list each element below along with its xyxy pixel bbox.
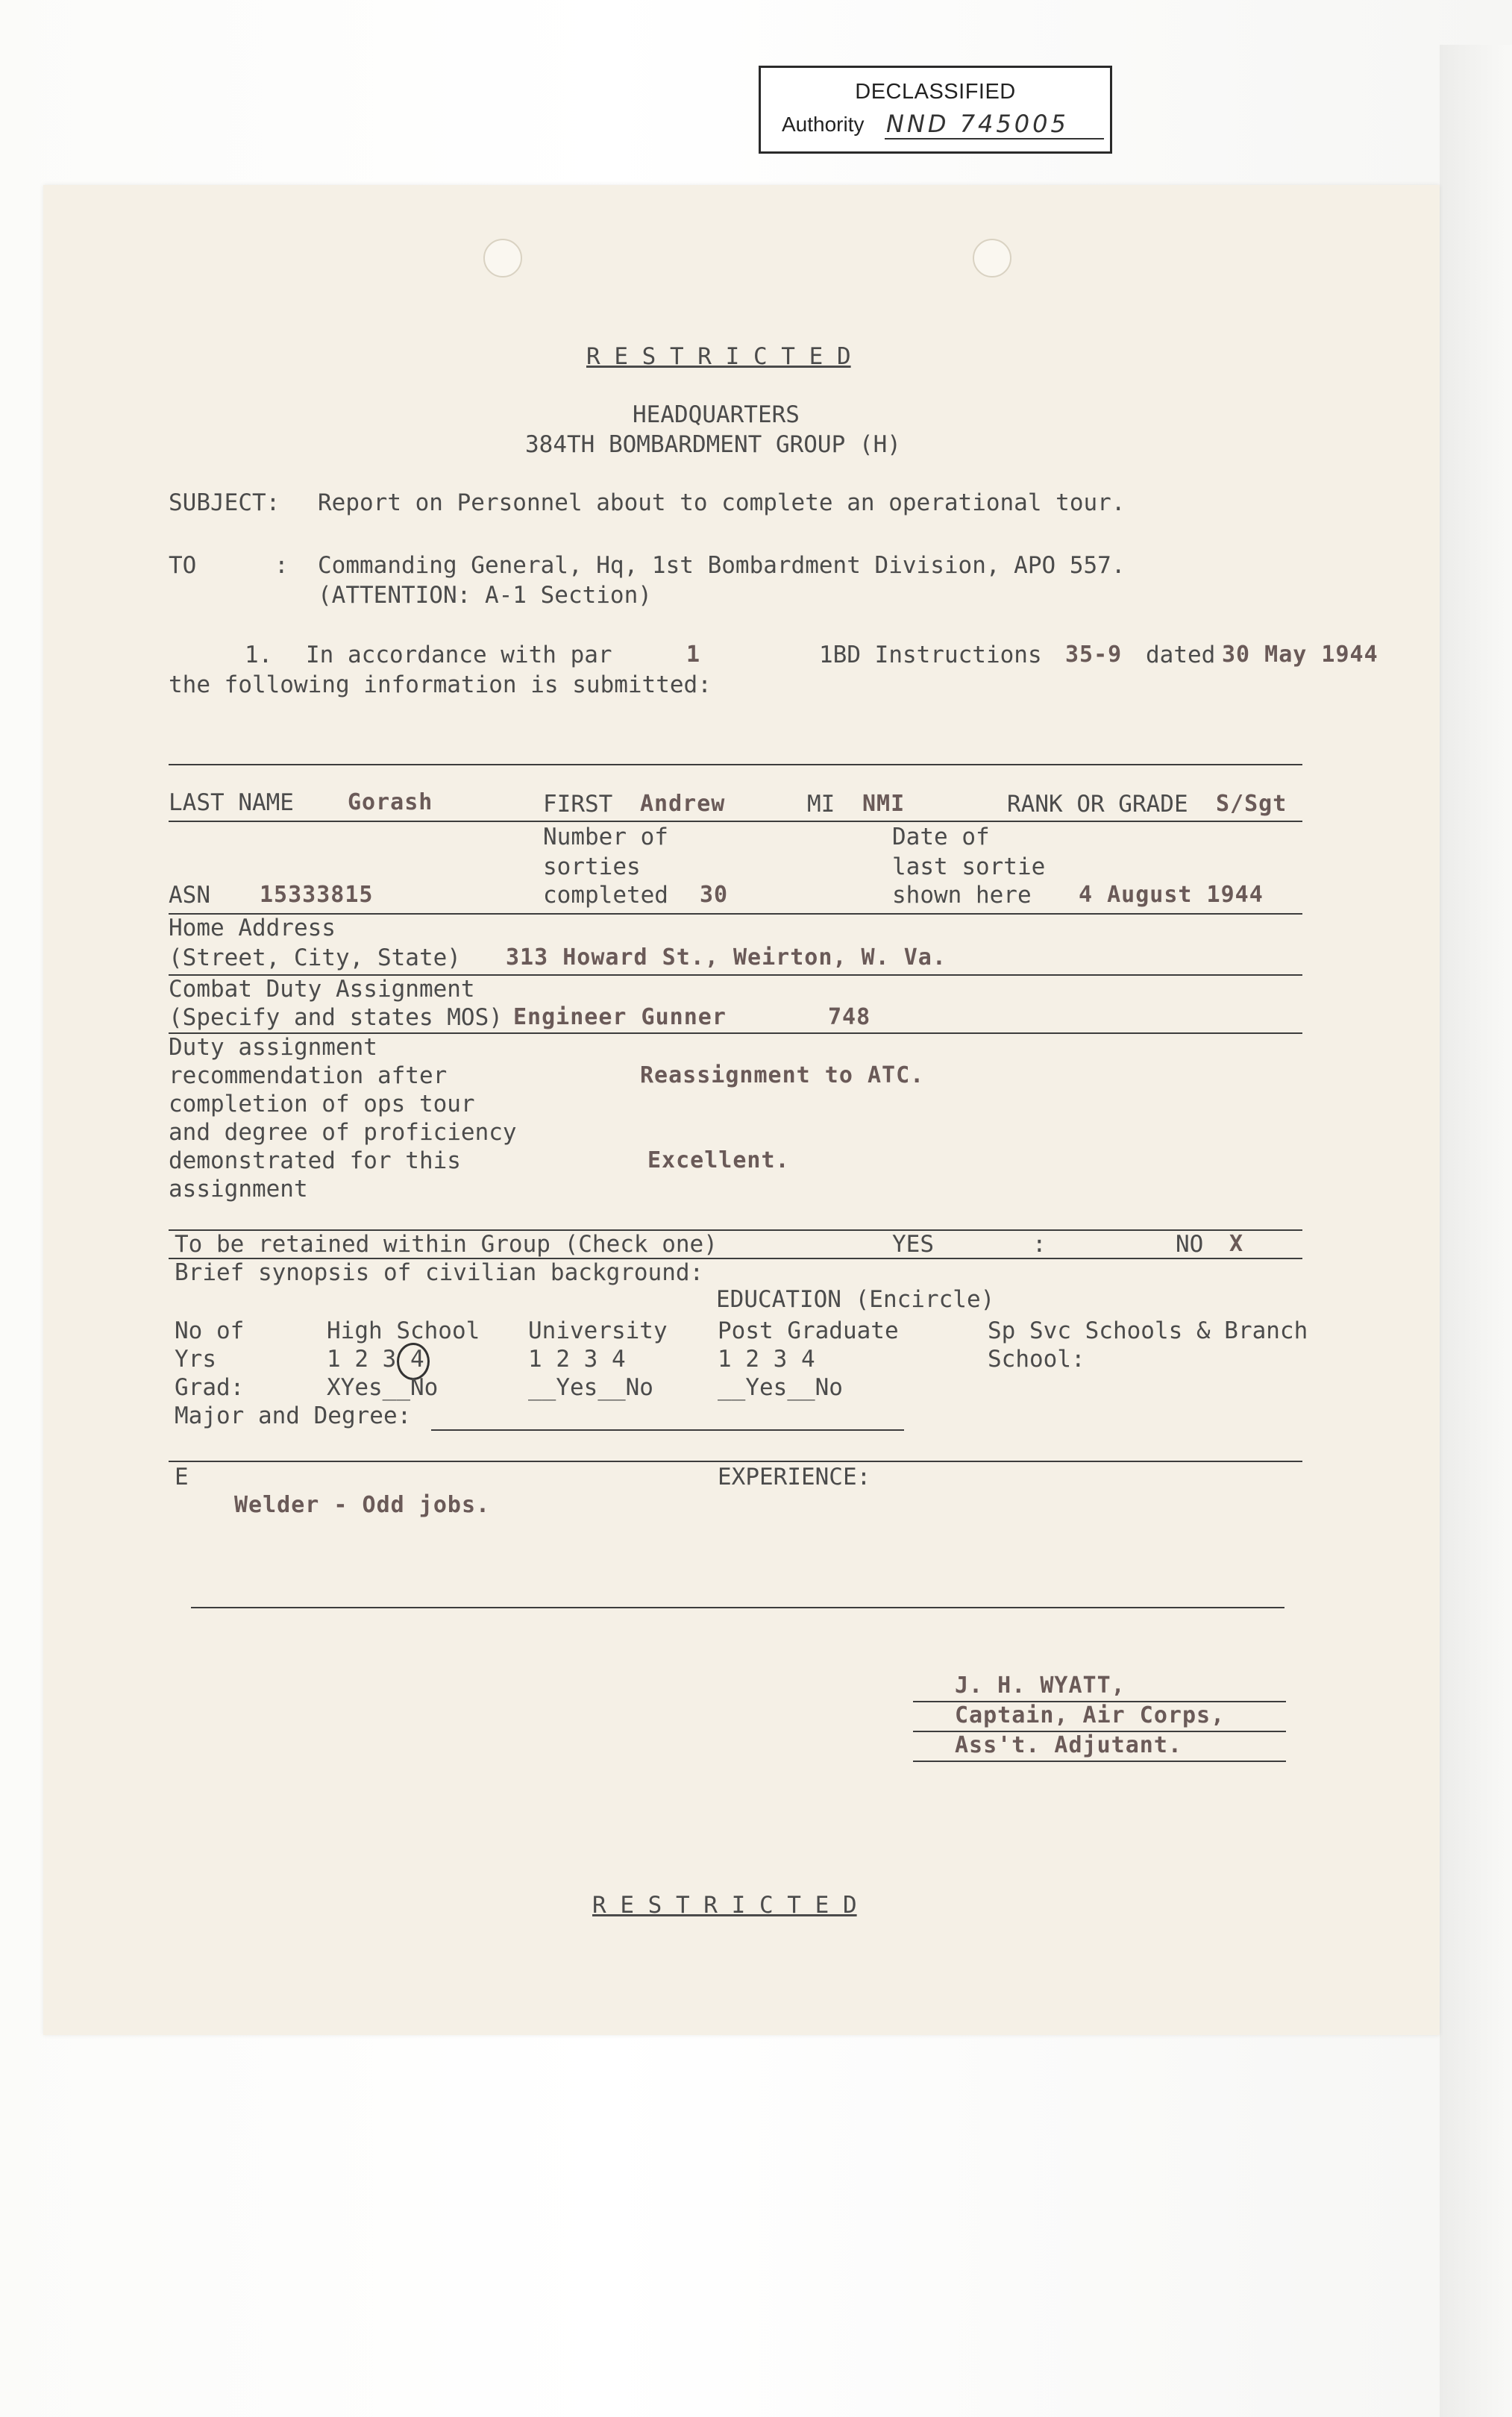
last-name-value: Gorash xyxy=(348,789,433,815)
duty-recommendation-value: Reassignment to ATC. xyxy=(640,1062,925,1088)
para-text-2: 1BD Instructions xyxy=(819,642,1042,668)
asn-value: 15333815 xyxy=(260,882,374,908)
first-name-value: Andrew xyxy=(640,791,726,817)
rank-label: RANK OR GRADE xyxy=(1007,791,1188,818)
classification-bottom: R E S T R I C T E D xyxy=(592,1892,857,1919)
to-colon: : xyxy=(275,552,289,579)
duty-label-5: demonstrated for this xyxy=(169,1147,461,1174)
e-label: E xyxy=(175,1464,189,1490)
experience-label: EXPERIENCE: xyxy=(718,1464,871,1490)
yrs-label: Yrs xyxy=(175,1346,216,1373)
signature-line-2: Captain, Air Corps, xyxy=(955,1702,1226,1728)
duty-label-4: and degree of proficiency xyxy=(169,1119,517,1146)
home-label-2: (Street, City, State) xyxy=(169,944,461,971)
last-sortie-label-1: Date of xyxy=(892,824,990,850)
major-label: Major and Degree: xyxy=(175,1402,412,1429)
para-text-1: In accordance with par xyxy=(306,642,612,668)
home-address-value: 313 Howard St., Weirton, W. Va. xyxy=(506,944,947,971)
declassified-stamp xyxy=(759,66,1112,154)
punch-hole-right xyxy=(973,239,1011,278)
svc-schools-label-1: Sp Svc Schools & Branch xyxy=(988,1317,1308,1344)
university-label: University xyxy=(528,1317,668,1344)
retained-yes: YES xyxy=(892,1231,934,1258)
grad-label: Grad: xyxy=(175,1374,245,1401)
mi-label: MI xyxy=(807,791,835,818)
rule-experience xyxy=(169,1461,1302,1462)
stamp-authority-value: NND 745005 xyxy=(886,110,1069,138)
para-number: 1. xyxy=(245,642,273,668)
retained-no-mark: X xyxy=(1229,1231,1244,1257)
signature-line-3: Ass't. Adjutant. xyxy=(955,1732,1182,1758)
retained-no: NO xyxy=(1176,1231,1204,1258)
last-sortie-value: 4 August 1944 xyxy=(1079,882,1264,908)
to-text: Commanding General, Hq, 1st Bombardment Division, APO 557. xyxy=(318,552,1126,579)
punch-hole-left xyxy=(483,239,522,278)
proficiency-value: Excellent. xyxy=(647,1147,790,1173)
stamp-title: DECLASSIFIED xyxy=(855,80,1016,104)
signature-line-1: J. H. WYATT, xyxy=(955,1673,1126,1699)
experience-value: Welder - Odd jobs. xyxy=(234,1492,491,1518)
sorties-value: 30 xyxy=(700,882,729,908)
mos-value: 748 xyxy=(828,1004,871,1030)
sorties-label-1: Number of xyxy=(543,824,668,850)
sorties-label-2: sorties xyxy=(543,853,641,880)
para-date: 30 May 1944 xyxy=(1222,642,1378,668)
classification-top: R E S T R I C T E D xyxy=(586,343,851,370)
synopsis-label: Brief synopsis of civilian background: xyxy=(175,1259,704,1286)
post-graduate-years: 1 2 3 4 xyxy=(718,1346,815,1373)
post-graduate-grad: __Yes__No xyxy=(718,1374,843,1401)
subject-text: Report on Personnel about to complete an operational tour. xyxy=(318,489,1126,516)
header-line-1: HEADQUARTERS xyxy=(633,401,800,428)
stamp-authority-label: Authority xyxy=(782,113,865,136)
education-label: EDUCATION (Encircle) xyxy=(716,1286,995,1313)
svc-schools-label-2: School: xyxy=(988,1346,1085,1373)
retained-colon: : xyxy=(1032,1231,1047,1258)
major-underline xyxy=(431,1429,904,1431)
duty-label-2: recommendation after xyxy=(169,1062,448,1089)
home-label-1: Home Address xyxy=(169,915,336,941)
rule-bottom xyxy=(191,1607,1284,1608)
stamp-underline xyxy=(885,138,1104,139)
high-school-label: High School xyxy=(327,1317,480,1344)
to-label: TO xyxy=(169,552,197,579)
rule-asn xyxy=(169,913,1302,915)
first-name-label: FIRST xyxy=(543,791,613,818)
combat-label-2: (Specify and states MOS) xyxy=(169,1004,503,1031)
sheet-edge xyxy=(1440,45,1512,2417)
last-sortie-label-2: last sortie xyxy=(892,853,1046,880)
subject-label: SUBJECT: xyxy=(169,489,280,516)
university-grad: __Yes__No xyxy=(528,1374,653,1401)
duty-label-1: Duty assignment xyxy=(169,1034,377,1061)
combat-label-1: Combat Duty Assignment xyxy=(169,976,475,1003)
combat-duty-value: Engineer Gunner xyxy=(513,1004,727,1030)
para-value: 1 xyxy=(686,642,701,668)
para-line-2: the following information is submitted: xyxy=(169,671,712,698)
duty-label-6: assignment xyxy=(169,1176,308,1203)
rule-name xyxy=(169,821,1302,822)
high-school-grad: XYes__No xyxy=(327,1374,439,1401)
sorties-label-3: completed xyxy=(543,882,668,909)
rank-value: S/Sgt xyxy=(1216,791,1287,817)
document-page xyxy=(43,185,1440,2035)
university-years: 1 2 3 4 xyxy=(528,1346,626,1373)
mi-value: NMI xyxy=(862,791,906,817)
retained-label: To be retained within Group (Check one) xyxy=(175,1231,718,1258)
para-dated: dated xyxy=(1146,642,1216,668)
para-instructions: 35-9 xyxy=(1065,642,1123,668)
header-line-2: 384TH BOMBARDMENT GROUP (H) xyxy=(525,431,901,458)
duty-label-3: completion of ops tour xyxy=(169,1091,475,1117)
last-name-label: LAST NAME xyxy=(169,789,294,816)
rule-top xyxy=(169,764,1302,765)
high-school-years: 1 2 3 4 xyxy=(327,1346,424,1373)
signature-rule-3 xyxy=(913,1761,1286,1762)
asn-label: ASN xyxy=(169,882,210,909)
post-graduate-label: Post Graduate xyxy=(718,1317,899,1344)
no-of-label: No of xyxy=(175,1317,245,1344)
to-attention: (ATTENTION: A-1 Section) xyxy=(318,582,652,609)
last-sortie-label-3: shown here xyxy=(892,882,1032,909)
